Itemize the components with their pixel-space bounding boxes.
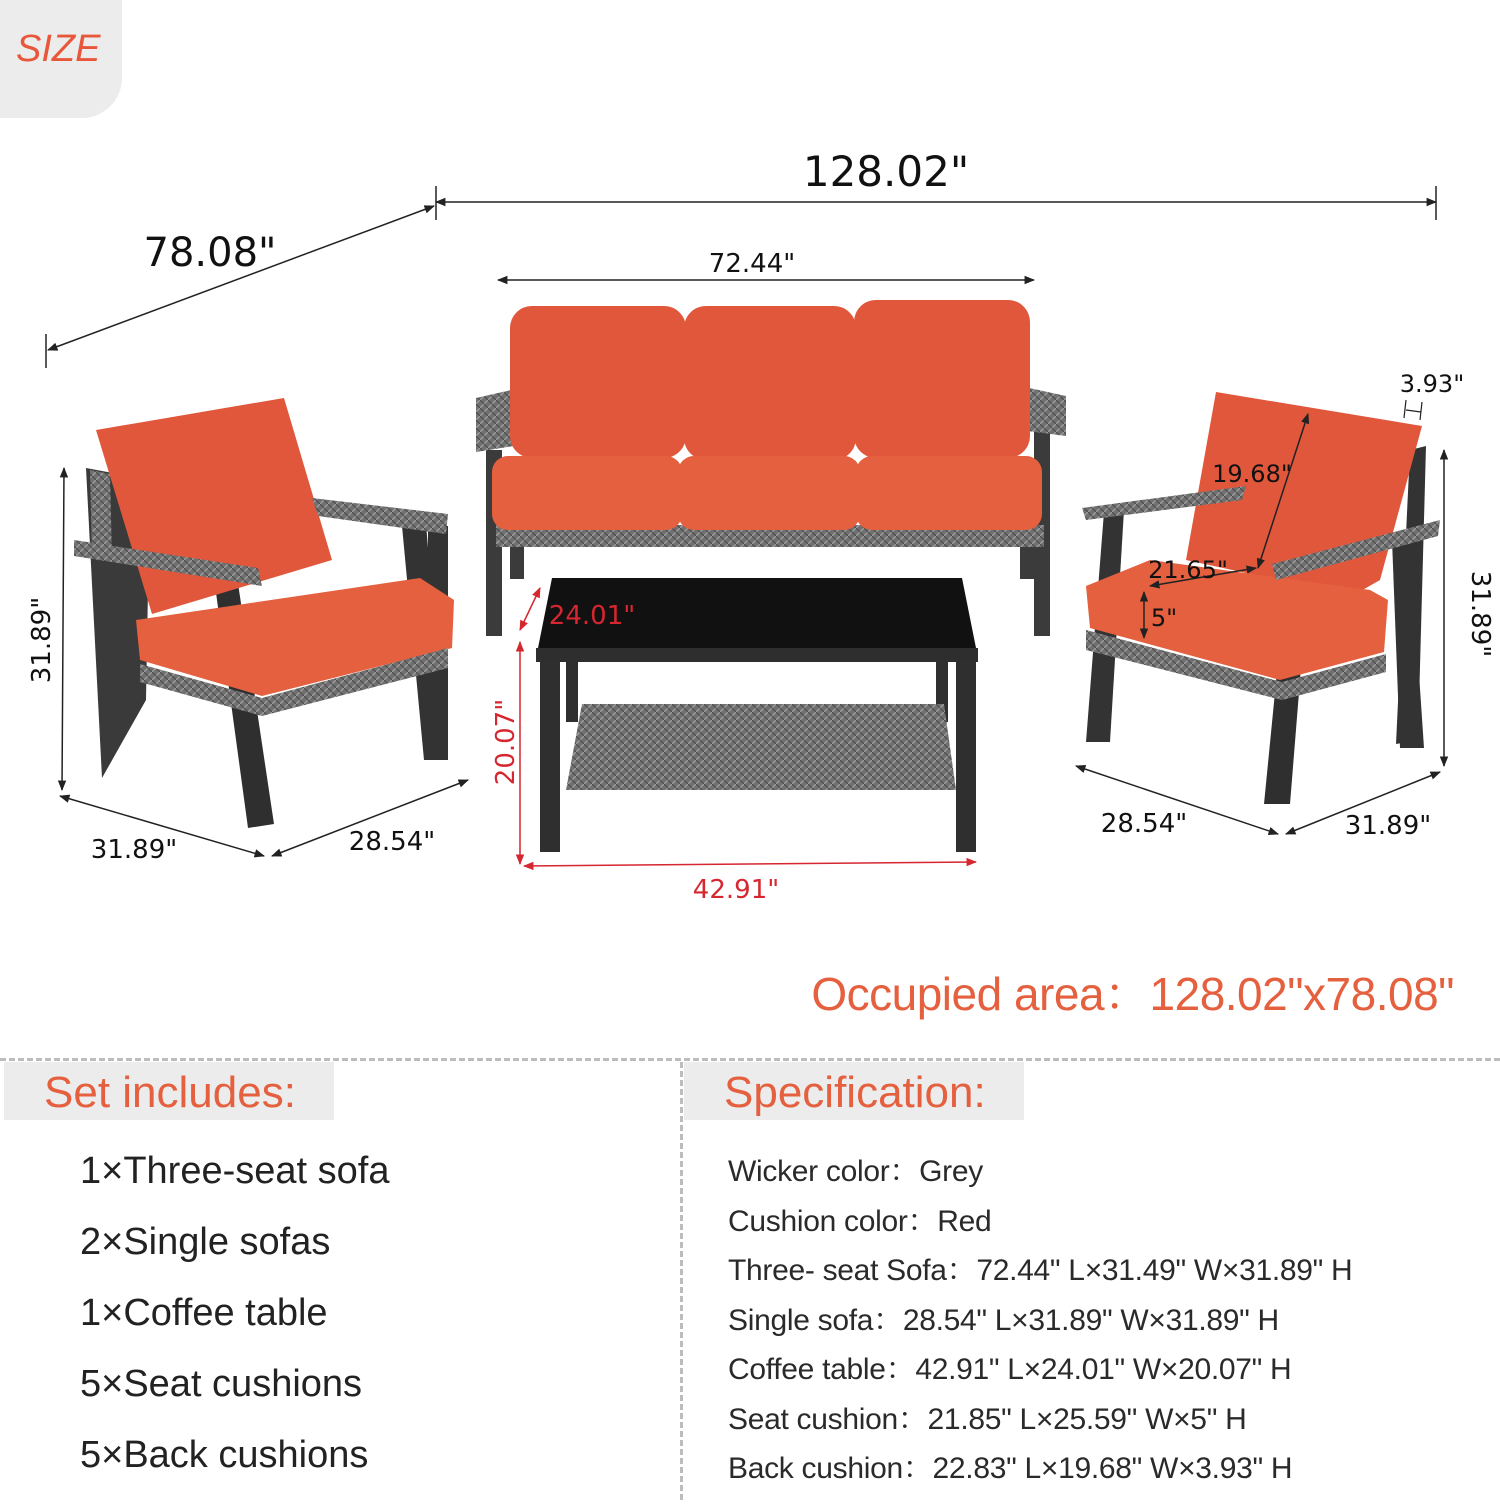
- right-single-sofa: [1082, 392, 1440, 804]
- left-single-sofa: [74, 398, 454, 828]
- seat-cushion: [856, 456, 1042, 530]
- back-cushion: [854, 300, 1030, 458]
- column-divider: [680, 1062, 683, 1500]
- list-item: Cushion color：Red: [728, 1204, 992, 1238]
- occupied-area: Occupied area：128.02"x78.08": [811, 968, 1454, 1020]
- back-cushion-height-label: 19.68": [1212, 460, 1292, 488]
- list-item: Coffee table：42.91" L×24.01" W×20.07" H: [728, 1353, 1292, 1386]
- list-item: 1×Three-seat sofa: [80, 1150, 390, 1192]
- seat-cushion-length-label: 21.65": [1148, 556, 1228, 584]
- seat-cushion: [492, 456, 682, 530]
- list-item: 1×Coffee table: [80, 1292, 328, 1334]
- table-depth-label: 24.01": [548, 601, 636, 631]
- left-chair-depth-label: 28.54": [348, 827, 436, 857]
- overall-depth-label: 78.08": [143, 230, 277, 276]
- specification-list: [728, 1146, 1352, 1493]
- list-item: Seat cushion：21.85" L×25.59" W×5" H: [728, 1402, 1247, 1436]
- overall-length-label: 128.02": [802, 147, 970, 196]
- size-tab-label: SIZE: [16, 28, 101, 70]
- set-includes-list: [80, 1150, 389, 1505]
- list-item: 2×Single sofas: [80, 1221, 331, 1263]
- left-chair-height-label: 31.89": [27, 596, 57, 684]
- list-item: Three- seat Sofa：72.44" L×31.49" W×31.89" H: [728, 1254, 1353, 1287]
- list-item: 5×Back cushions: [80, 1434, 369, 1476]
- back-cushion: [684, 306, 856, 460]
- list-item: Wicker color：Grey: [728, 1155, 983, 1188]
- set-includes-heading: Set includes:: [44, 1068, 296, 1117]
- table-depth-line: [520, 588, 540, 630]
- seat-cushion: [678, 456, 860, 530]
- table-height-label: 20.07": [491, 698, 521, 786]
- right-chair-depth-label: 28.54": [1100, 809, 1188, 839]
- list-item: Single sofa：28.54" L×31.89" W×31.89" H: [728, 1303, 1279, 1337]
- back-cushion-thickness-mark: [1404, 400, 1422, 420]
- list-item: 5×Seat cushions: [80, 1363, 363, 1405]
- back-cushion-thickness-label: 3.93": [1399, 370, 1465, 398]
- table-length-line: [524, 862, 976, 866]
- left-chair-width-label: 31.89": [90, 835, 178, 865]
- section-divider: [0, 1058, 1500, 1061]
- back-cushion: [510, 306, 686, 458]
- specification-heading-box: [684, 1062, 1024, 1120]
- table-length-label: 42.91": [692, 875, 780, 905]
- specification-heading: Specification:: [724, 1068, 986, 1117]
- left-chair-height-line: [62, 468, 64, 790]
- right-chair-width-label: 31.89": [1344, 811, 1432, 841]
- list-item: Back cushion：22.83" L×19.68" W×3.93" H: [728, 1452, 1293, 1485]
- sofa-length-label: 72.44": [708, 249, 796, 279]
- seat-cushion-thickness-label: 5": [1150, 604, 1178, 632]
- right-chair-height-label: 31.89": [1465, 570, 1495, 658]
- set-includes-heading-box: [4, 1062, 334, 1120]
